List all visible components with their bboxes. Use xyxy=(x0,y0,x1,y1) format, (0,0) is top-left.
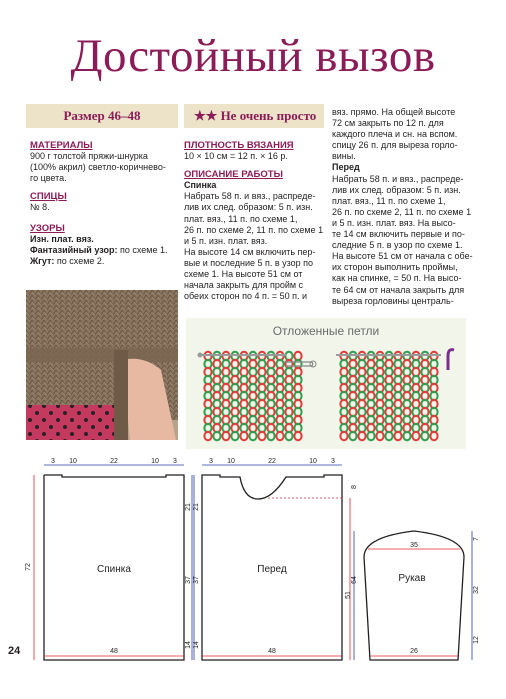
text-line: лив их след. образом: 5 п. изн. xyxy=(184,202,313,213)
sleeve-schematic xyxy=(345,531,480,660)
materials-line: го цвета. xyxy=(30,173,67,184)
pattern-value: по схеме 2. xyxy=(56,255,105,266)
front-schematic xyxy=(185,458,358,660)
text-line: те 14 см включить первые и по- xyxy=(332,229,465,240)
size-bar xyxy=(26,104,178,128)
needles-value: № 8. xyxy=(30,202,50,213)
dim-label: 14 xyxy=(185,641,192,649)
schematics xyxy=(24,455,494,670)
materials-heading: МАТЕРИАЛЫ xyxy=(30,140,93,151)
text-line: каждого плеча и сн. на вспом. xyxy=(332,129,458,140)
text-line: те 64 см от начала закрыть для xyxy=(332,284,465,295)
text-line: как на спинке, = 50 п. На высо- xyxy=(332,273,462,284)
text-line: следние 5 п. в узор по схеме 1. xyxy=(332,240,463,251)
text-line: 26 п. по схеме 2, 11 п. по схеме 1 xyxy=(184,224,324,235)
text-line: вяз. прямо. На общей высоте xyxy=(332,107,456,117)
text-line: На высоте 14 см включить пер- xyxy=(184,246,316,257)
dim-label: 14 xyxy=(193,641,200,649)
dim-label: 21 xyxy=(193,503,200,511)
text-line: плат. вяз., 11 п. по схеме 1, xyxy=(184,213,298,224)
difficulty-stars: ★★ xyxy=(194,108,218,123)
instructions-col2 xyxy=(184,140,324,302)
dim-label: 3 xyxy=(209,458,213,465)
needles-heading: СПИЦЫ xyxy=(30,191,67,203)
dim-label: 48 xyxy=(110,648,118,655)
text-line: 26 п. по схеме 2, 11 п. по схеме 1 xyxy=(332,206,472,217)
back-heading: Спинка xyxy=(184,180,217,191)
text-line: Набрать 58 п. и вяз., распреде- xyxy=(184,191,316,202)
pattern-label: Жгут: xyxy=(30,255,55,266)
stitch-diagram xyxy=(186,318,466,449)
dim-label: 72 xyxy=(25,563,32,571)
dim-label: 10 xyxy=(151,458,159,465)
text-line: плат. вяз., 11 п. по схеме 1, xyxy=(332,195,446,206)
dim-label: 3 xyxy=(173,458,177,465)
text-line: и 5 п. изн. плат. вяз. На высо- xyxy=(332,217,456,228)
dim-label: 7 xyxy=(473,537,480,541)
dim-label: 3 xyxy=(51,458,55,465)
text-line: обеих сторон по 4 п. = 50 п. и xyxy=(184,291,308,302)
text-line: 72 см закрыть по 12 п. для xyxy=(332,118,444,129)
dim-label: 22 xyxy=(268,458,276,465)
text-line: вые и последние 5 п. в узор по xyxy=(184,257,314,268)
text-line: лив их след. образом: 5 п. изн. xyxy=(332,184,461,195)
text-line: Набрать 58 п. и вяз., распреде- xyxy=(332,173,464,184)
dim-label: 10 xyxy=(69,458,77,465)
front-label: Перед xyxy=(257,564,287,575)
text-line: начала закрыть для пройм с xyxy=(184,280,304,291)
text-line: и 5 п. изн. плат. вяз. xyxy=(184,235,268,246)
sleeve-label: Рукав xyxy=(398,573,426,584)
patterns-heading: УЗОРЫ xyxy=(30,222,65,234)
pattern-item: Изн. плат. вяз. xyxy=(30,233,94,244)
pattern-label: Фантазийный узор: xyxy=(30,244,118,255)
dim-label: 48 xyxy=(268,648,276,655)
materials-section xyxy=(30,140,178,267)
work-heading: ОПИСАНИЕ РАБОТЫ xyxy=(184,169,283,181)
gauge-value: 10 × 10 см = 12 п. × 16 р. xyxy=(184,151,288,162)
dim-label: 64 xyxy=(351,576,358,584)
dim-label: 10 xyxy=(227,458,235,465)
dim-label: 51 xyxy=(345,591,352,599)
text-line: На высоте 51 см от начала с обе- xyxy=(332,251,473,262)
back-schematic xyxy=(25,458,200,660)
dim-label: 12 xyxy=(473,636,480,644)
dim-label: 37 xyxy=(185,576,192,584)
pattern-value: по схеме 1. xyxy=(119,244,168,255)
difficulty-bar xyxy=(184,104,324,128)
text-line: спицу 26 п. для выреза горло- xyxy=(332,140,458,151)
page-title: Достойный вызов xyxy=(70,30,436,82)
dim-label: 3 xyxy=(331,458,335,465)
stitch-diagram-panel xyxy=(186,318,466,449)
materials-line: 900 г толстой пряжи-шнурка xyxy=(30,151,148,162)
garment-photo xyxy=(26,290,178,440)
front-heading: Перед xyxy=(332,162,360,173)
materials-line: (100% акрил) светло-коричнево- xyxy=(30,162,166,173)
dim-label: 10 xyxy=(309,458,317,465)
difficulty-label: Не очень просто xyxy=(220,108,317,123)
back-label: Спинка xyxy=(97,564,131,575)
gauge-heading: ПЛОТНОСТЬ ВЯЗАНИЯ xyxy=(184,140,294,151)
text-line: схеме 1. На высоте 51 см от xyxy=(184,269,303,280)
dim-label: 21 xyxy=(185,503,192,511)
text-line: выреза горловины централь- xyxy=(332,295,454,306)
page-number: 24 xyxy=(8,645,21,657)
dim-label: 22 xyxy=(110,458,118,465)
dim-label: 35 xyxy=(410,542,418,549)
dim-label: 37 xyxy=(193,576,200,584)
diagram-caption: Отложенные петли xyxy=(272,324,380,338)
dim-label: 32 xyxy=(473,586,480,594)
size-label: Размер 46–48 xyxy=(63,108,141,123)
dim-label: 8 xyxy=(351,485,358,489)
text-line: вины. xyxy=(332,151,356,162)
instructions-col3 xyxy=(332,107,474,307)
text-line: их сторон выполнить проймы, xyxy=(332,262,458,273)
dim-label: 26 xyxy=(410,648,418,655)
